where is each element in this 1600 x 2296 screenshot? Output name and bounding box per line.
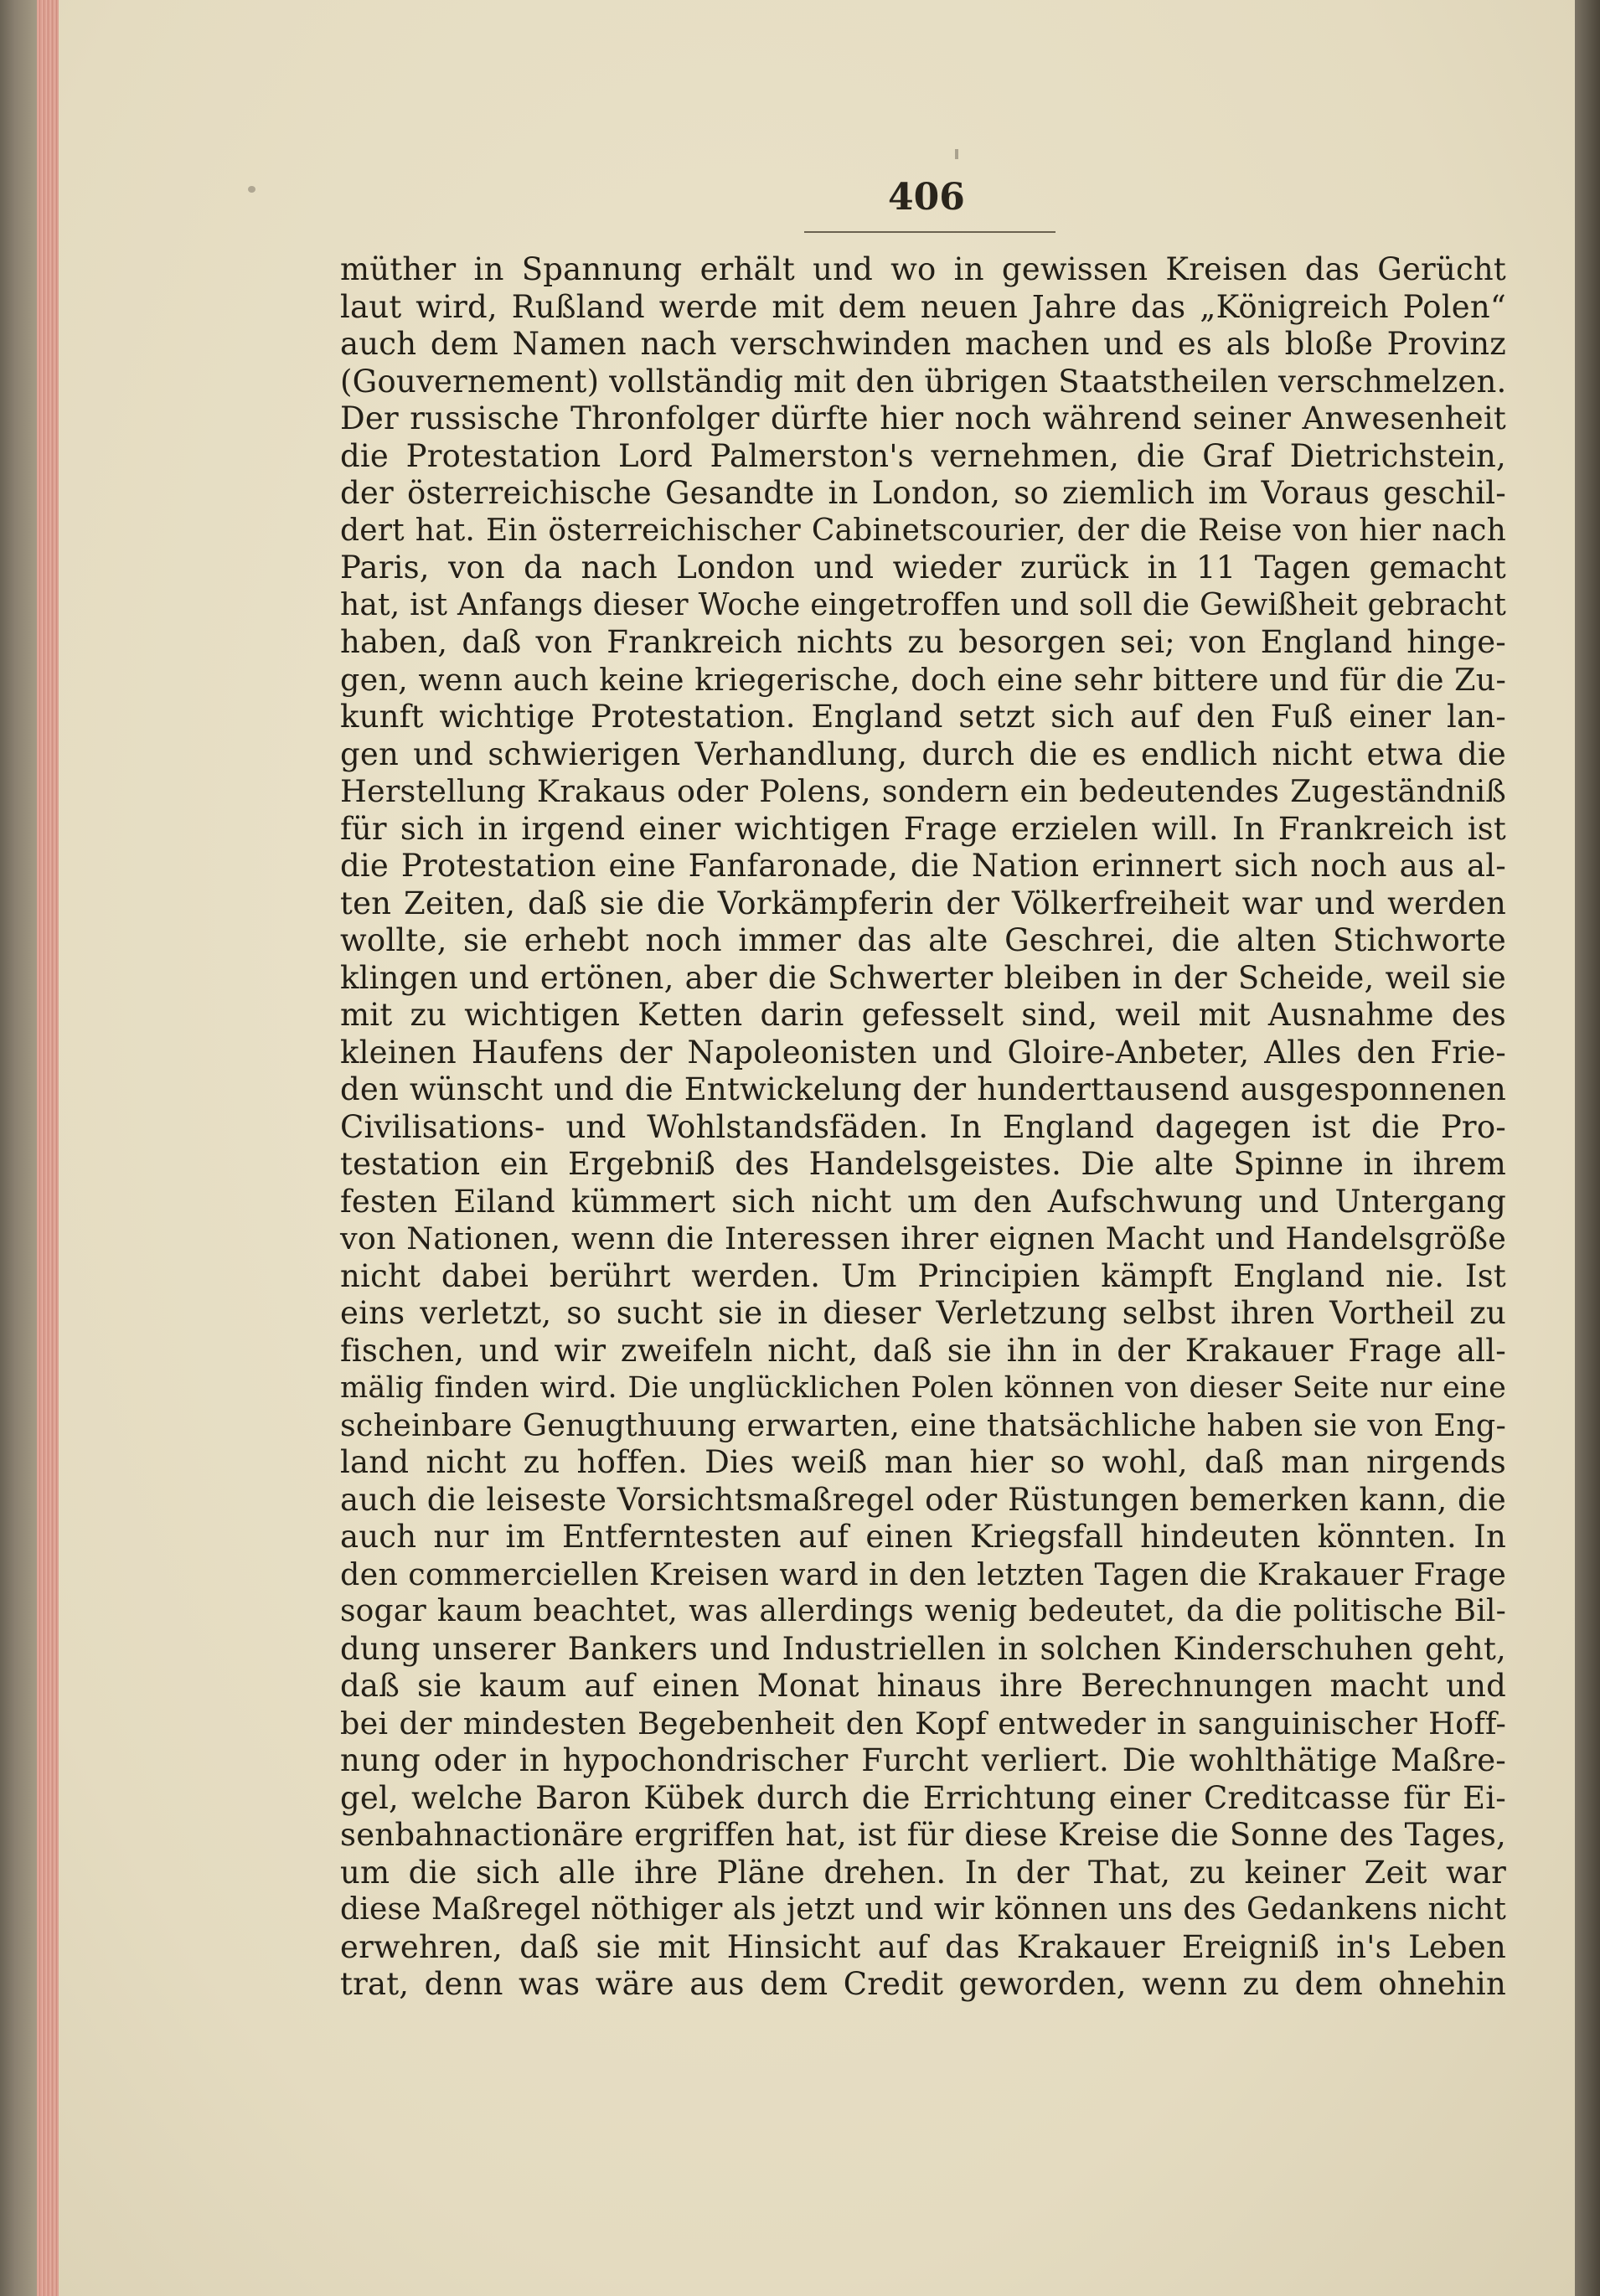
- text-line: den commerciellen Kreisen ward in den letzten Tagen die Krakauer Frage: [340, 1556, 1506, 1592]
- text-line: hat, ist Anfangs dieser Woche eingetroffen und soll die Gewißheit gebracht: [340, 587, 1506, 622]
- page-number: 406: [888, 176, 965, 219]
- text-line: kunft wichtige Protestation. England setzt sich auf den Fuß einer lan-: [340, 699, 1506, 735]
- text-line: festen Eiland kümmert sich nicht um den Aufschwung und Untergang: [340, 1183, 1506, 1220]
- text-line: erwehren, daß sie mit Hinsicht auf das Krakauer Ereigniß in's Leben: [340, 1928, 1506, 1965]
- paper-mark: [955, 149, 958, 159]
- text-line: nung oder in hypochondrischer Furcht verliert. Die wohlthätige Maßre-: [340, 1742, 1506, 1778]
- text-line: eins verletzt, so sucht sie in dieser Verletzung selbst ihren Vortheil zu: [340, 1295, 1506, 1331]
- page-shadow: [1575, 0, 1600, 2296]
- text-line: scheinbare Genugthuung erwarten, eine thatsächliche haben sie von Eng-: [340, 1406, 1506, 1443]
- text-line: die Protestation Lord Palmerston's vernehmen, die Graf Dietrichstein,: [340, 437, 1506, 474]
- text-line: haben, daß von Frankreich nichts zu besorgen sei; von England hinge-: [340, 624, 1506, 660]
- text-line: den wünscht und die Entwickelung der hunderttausend ausgesponnenen: [340, 1071, 1506, 1107]
- text-line: land nicht zu hoffen. Dies weiß man hier so wohl, daß man nirgends: [340, 1444, 1506, 1480]
- text-line: mälig finden wird. Die unglücklichen Polen können von dieser Seite nur eine: [340, 1371, 1506, 1405]
- text-line: bei der mindesten Begebenheit den Kopf entweder in sanguinischer Hoff-: [340, 1705, 1506, 1741]
- text-line: Paris, von da nach London und wieder zurück in 11 Tagen gemacht: [340, 549, 1506, 586]
- text-line: klingen und ertönen, aber die Schwerter bleiben in der Scheide, weil sie: [340, 959, 1506, 996]
- text-line: für sich in irgend einer wichtigen Frage erzielen will. In Frankreich ist: [340, 810, 1506, 847]
- text-line: laut wird, Rußland werde mit dem neuen Jahre das „Königreich Polen“: [340, 288, 1506, 325]
- text-line: (Gouvernement) vollständig mit den übrigen Staatstheilen verschmelzen.: [340, 363, 1507, 400]
- text-line: nicht dabei berührt werden. Um Principien kämpft England nie. Ist: [340, 1257, 1506, 1294]
- text-line: testation ein Ergebniß des Handelsgeistes. Die alte Spinne in ihrem: [340, 1146, 1506, 1182]
- text-line: dung unserer Bankers und Industriellen in solchen Kinderschuhen geht,: [340, 1630, 1506, 1667]
- text-line: Civilisations- und Wohlstandsfäden. In England dagegen ist die Pro-: [340, 1108, 1506, 1145]
- text-line: Der russische Thronfolger dürfte hier noch während seiner Anwesenheit: [340, 400, 1506, 436]
- text-line: gen, wenn auch keine kriegerische, doch eine sehr bittere und für die Zu-: [340, 661, 1506, 698]
- paper-speck: [248, 186, 255, 193]
- text-line: sogar kaum beachtet, was allerdings wenig bedeutet, da die politische Bil-: [340, 1594, 1506, 1628]
- text-line: trat, denn was wäre aus dem Credit geworden, wenn zu dem ohnehin: [340, 1966, 1506, 2002]
- text-line: auch die leiseste Vorsichtsmaßregel oder Rüstungen bemerken kann, die: [340, 1481, 1506, 1518]
- body-text: [340, 251, 1506, 2004]
- header-rule: [804, 231, 1055, 233]
- text-line: müther in Spannung erhält und wo in gewissen Kreisen das Gerücht: [340, 251, 1506, 287]
- text-line: die Protestation eine Fanfaronade, die Nation erinnert sich noch aus al-: [340, 848, 1506, 884]
- page-edges: [37, 0, 59, 2296]
- text-line: ten Zeiten, daß sie die Vorkämpferin der Völkerfreiheit war und werden: [340, 885, 1506, 921]
- text-line: gen und schwierigen Verhandlung, durch die es endlich nicht etwa die: [340, 735, 1506, 772]
- text-line: kleinen Haufens der Napoleonisten und Gloire-Anbeter, Alles den Frie-: [340, 1034, 1506, 1071]
- text-line: gel, welche Baron Kübek durch die Errichtung einer Creditcasse für Ei-: [340, 1779, 1506, 1816]
- text-line: auch dem Namen nach verschwinden machen und es als bloße Provinz: [340, 326, 1506, 362]
- text-line: von Nationen, wenn die Interessen ihrer eignen Macht und Handelsgröße: [340, 1220, 1506, 1256]
- text-line: fischen, und wir zweifeln nicht, daß sie ihn in der Krakauer Frage all-: [340, 1332, 1506, 1369]
- text-line: der österreichische Gesandte in London, so ziemlich im Voraus geschil-: [340, 475, 1506, 511]
- book-spine: [0, 0, 37, 2296]
- text-line: daß sie kaum auf einen Monat hinaus ihre Berechnungen macht und: [340, 1668, 1506, 1704]
- text-line: senbahnactionäre ergriffen hat, ist für diese Kreise die Sonne des Tages,: [340, 1817, 1506, 1853]
- text-line: mit zu wichtigen Ketten darin gefesselt sind, weil mit Ausnahme des: [340, 997, 1506, 1033]
- text-line: diese Maßregel nöthiger als jetzt und wir können uns des Gedankens nicht: [340, 1892, 1506, 1927]
- text-line: wollte, sie erhebt noch immer das alte Geschrei, die alten Stichworte: [340, 922, 1506, 958]
- text-line: um die sich alle ihre Pläne drehen. In der That, zu keiner Zeit war: [340, 1854, 1506, 1891]
- text-line: dert hat. Ein österreichischer Cabinetscourier, der die Reise von hier nach: [340, 513, 1506, 548]
- text-line: Herstellung Krakaus oder Polens, sondern ein bedeutendes Zugeständniß: [340, 773, 1506, 809]
- text-line: auch nur im Entferntesten auf einen Kriegsfall hindeuten könnten. In: [340, 1519, 1506, 1555]
